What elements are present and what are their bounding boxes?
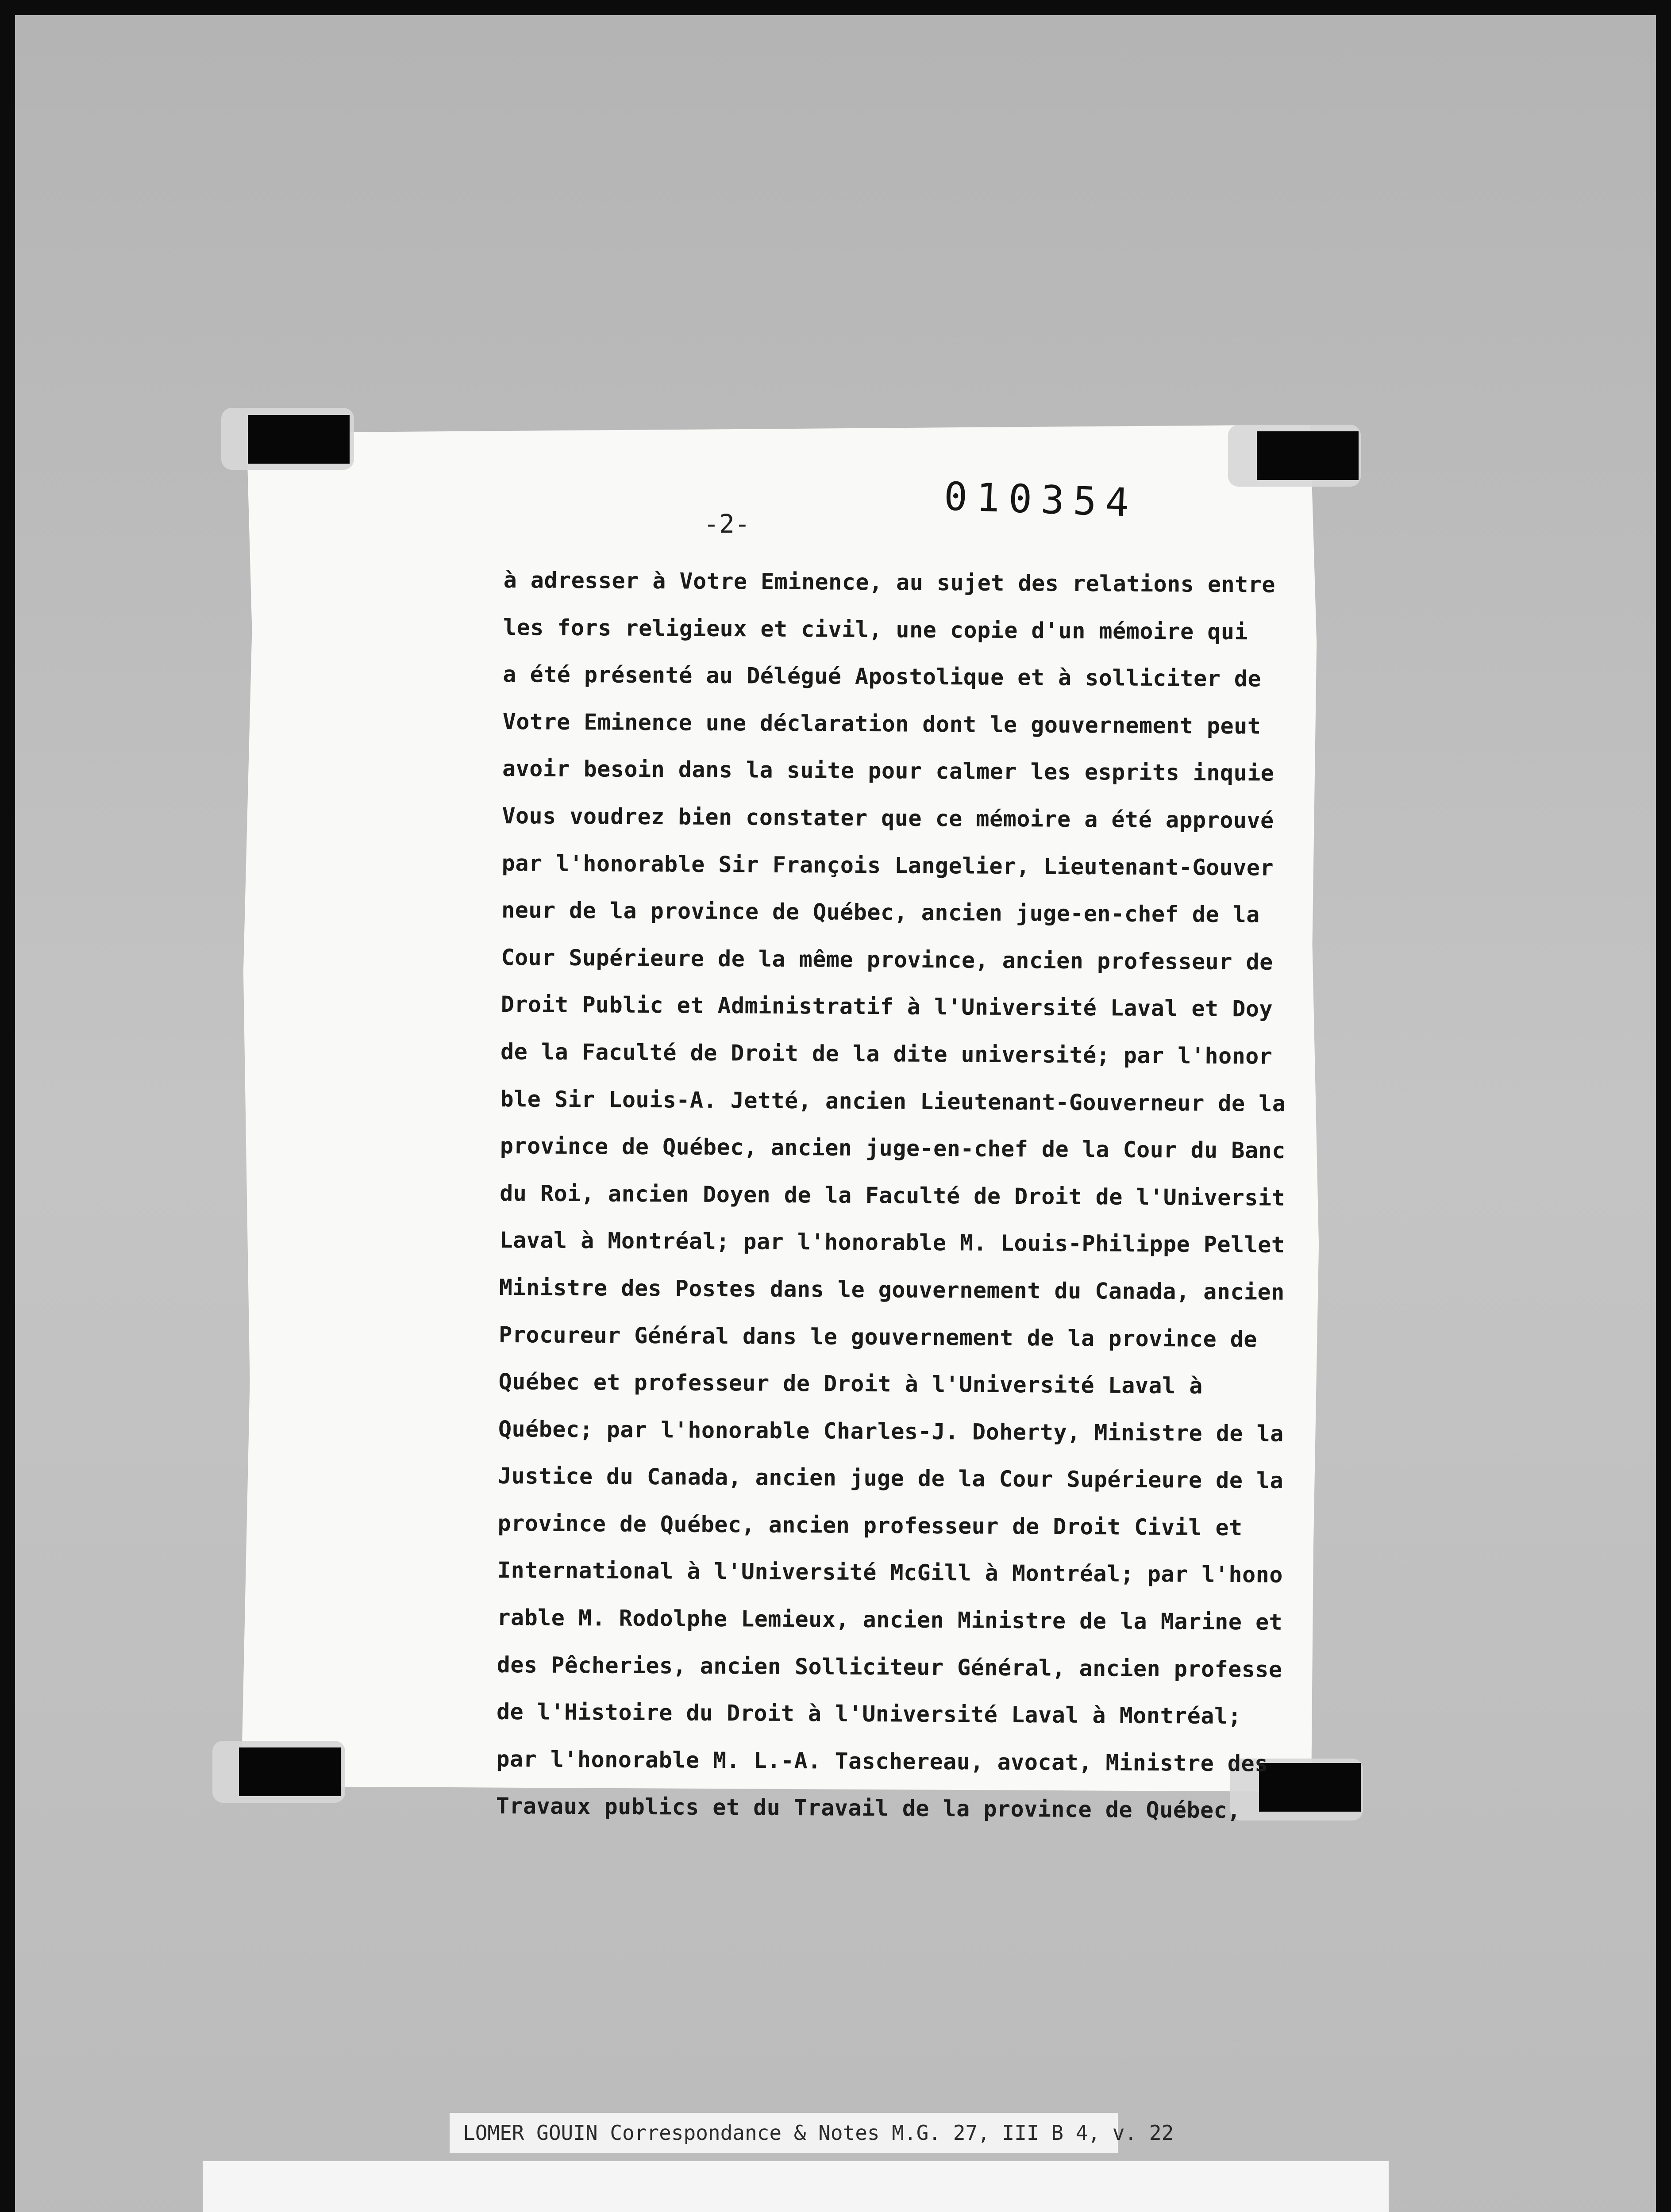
- text-line: Québec et professeur de Droit à l'Université Laval à: [498, 1369, 1203, 1399]
- text-line: ble Sir Louis-A. Jetté, ancien Lieutenant-Gouverneur de la: [500, 1086, 1286, 1117]
- text-line: par l'honorable M. L.-A. Taschereau, avocat, Ministre des: [496, 1746, 1268, 1777]
- collection-reference-label: LOMER GOUIN Correspondance & Notes M.G. 27, III B 4, v. 22: [450, 2113, 1118, 2153]
- text-line: Laval à Montréal; par l'honorable M. Louis-Philippe Pellet: [499, 1227, 1285, 1258]
- text-line: les fors religieux et civil, une copie d'un mémoire qui: [503, 614, 1248, 645]
- text-line: Droit Public et Administratif à l'Université Laval et Doy: [501, 991, 1273, 1022]
- text-line: Cour Supérieure de la même province, ancien professeur de: [501, 944, 1273, 975]
- text-line: Votre Eminence une déclaration dont le gouvernement peut: [502, 708, 1261, 739]
- archives-card: [203, 2161, 1389, 2212]
- text-line: Travaux publics et du Travail de la province de Québec,: [496, 1793, 1241, 1824]
- text-line: des Pêcheries, ancien Solliciteur Général, ancien professe: [497, 1651, 1282, 1682]
- mount-tab-top-right: [1257, 431, 1359, 480]
- page-number: -2-: [704, 509, 750, 539]
- text-line: Québec; par l'honorable Charles-J. Doherty, Ministre de la: [498, 1416, 1284, 1447]
- text-line: avoir besoin dans la suite pour calmer les esprits inquie: [502, 756, 1274, 787]
- text-line: Vous voudrez bien constater que ce mémoire a été approuvé: [502, 803, 1274, 833]
- text-line: province de Québec, ancien juge-en-chef de la Cour du Banc: [500, 1133, 1286, 1164]
- text-line: province de Québec, ancien professeur de Droit Civil et: [497, 1510, 1243, 1541]
- text-line: à adresser à Votre Eminence, au sujet des relations entre: [503, 567, 1276, 598]
- text-line: a été présenté au Délégué Apostolique et à solliciter de: [503, 661, 1262, 692]
- text-line: International à l'Université McGill à Montréal; par l'hono: [497, 1557, 1283, 1588]
- text-line: de l'Histoire du Droit à l'Université Laval à Montréal;: [496, 1699, 1242, 1729]
- text-line: rable M. Rodolphe Lemieux, ancien Ministre de la Marine et: [497, 1605, 1283, 1635]
- text-line: de la Faculté de Droit de la dite université; par l'honor: [500, 1038, 1273, 1069]
- mount-tab-bottom-left: [239, 1747, 341, 1796]
- letter-body: [496, 557, 1309, 1824]
- mount-tab-top-left: [248, 415, 350, 464]
- text-line: par l'honorable Sir François Langelier, Lieutenant-Gouver: [501, 850, 1274, 881]
- text-line: Ministre des Postes dans le gouvernement du Canada, ancien: [499, 1274, 1285, 1305]
- text-line: du Roi, ancien Doyen de la Faculté de Droit de l'Universit: [500, 1180, 1286, 1211]
- text-line: Justice du Canada, ancien juge de la Cour Supérieure de la: [498, 1463, 1284, 1494]
- text-line: neur de la province de Québec, ancien juge-en-chef de la: [501, 897, 1260, 928]
- document-number: 010354: [943, 473, 1139, 526]
- text-line: Procureur Général dans le gouvernement de la province de: [499, 1321, 1258, 1352]
